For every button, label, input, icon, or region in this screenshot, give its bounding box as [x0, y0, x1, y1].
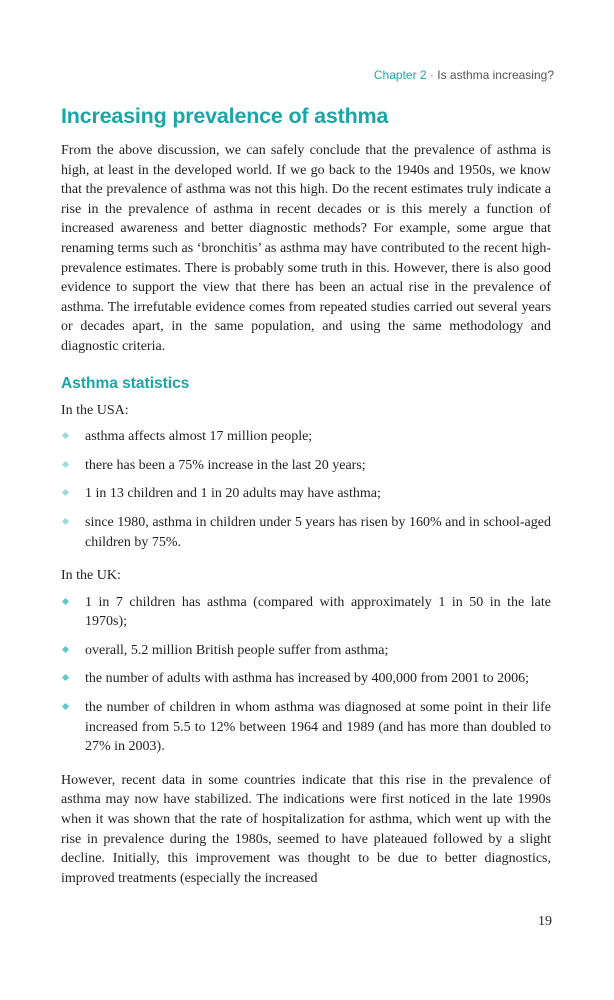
chapter-label: Chapter 2	[373, 68, 427, 82]
uk-lead: In the UK:	[61, 568, 121, 584]
list-item-text: there has been a 75% increase in the last 20 years;	[85, 457, 366, 473]
list-item-text: 1 in 13 children and 1 in 20 adults may have asthma;	[85, 486, 381, 502]
diamond-bullet-icon	[62, 518, 69, 525]
list-item	[61, 669, 551, 689]
diamond-bullet-icon	[62, 489, 69, 496]
uk-bullet-list	[61, 593, 551, 757]
list-item-text: 1 in 7 children has asthma (compared with approximately 1 in 50 in the late 1970s);	[85, 594, 551, 630]
list-item-text: asthma affects almost 17 million people;	[85, 429, 313, 445]
list-item-text: the number of children in whom asthma was diagnosed at some point in their life increased from 5.5 to 12% between 1964 and 1989 (and has more than doubled to 27% in 2003).	[85, 700, 551, 755]
list-item	[61, 484, 551, 504]
list-item	[61, 456, 551, 476]
subsection-heading: Asthma statistics	[61, 374, 190, 392]
list-item-text: overall, 5.2 million British people suffer from asthma;	[85, 642, 389, 658]
page-number: 19	[538, 914, 552, 929]
list-item	[61, 593, 551, 632]
list-item-text: since 1980, asthma in children under 5 years has risen by 160% and in school-aged children by 75%.	[85, 514, 551, 550]
diamond-bullet-icon	[62, 674, 69, 681]
running-head	[374, 68, 554, 82]
usa-bullet-list	[61, 427, 551, 552]
list-item	[61, 513, 551, 552]
page-body	[61, 104, 551, 888]
list-item	[61, 641, 551, 661]
section-heading: Increasing prevalence of asthma	[61, 104, 389, 128]
diamond-bullet-icon	[62, 646, 69, 653]
chapter-subtitle: Is asthma increasing?	[437, 68, 554, 82]
diamond-bullet-icon	[62, 461, 69, 468]
list-item-text: the number of adults with asthma has increased by 400,000 from 2001 to 2006;	[85, 671, 530, 687]
intro-paragraph: From the above discussion, we can safely conclude that the prevalence of asthma is high, at least in the developed world. If we go back to the 1940s and 1950s, we know that the prevalence of asthma was not this high. Do the recent estimates truly indicate a rise in the prevalence of asthma in recent decades or is this merely a function of increased awareness and better diagnostic methods? For example, some argue that renaming terms such as ‘bronchitis’ as asthma may have contributed to the recent high-prevalence estimates. There is probably some truth in this. However, there is also good evidence to support the view that there has been an actual rise in the prevalence of asthma. The irrefutable evidence comes from repeated studies carried out several years or decades apart, in the same population, and using the same methodology and diagnostic criteria.	[61, 143, 551, 354]
diamond-bullet-icon	[62, 598, 69, 605]
diamond-bullet-icon	[62, 432, 69, 439]
running-head-separator: ·	[429, 68, 434, 82]
list-item	[61, 427, 551, 447]
diamond-bullet-icon	[62, 703, 69, 710]
list-item	[61, 698, 551, 757]
usa-lead: In the USA:	[61, 402, 129, 418]
closing-paragraph: However, recent data in some countries indicate that this rise in the prevalence of asthma may now have stabilized. The indications were first noticed in the late 1990s when it was shown that the rate of hospitalization for asthma, which went up with the rise in prevalence during the 1980s, seemed to have plateaued followed by a slight decline. Initially, this improvement was thought to be due to better diagnostics, improved treatments (especially the increased	[61, 772, 551, 886]
